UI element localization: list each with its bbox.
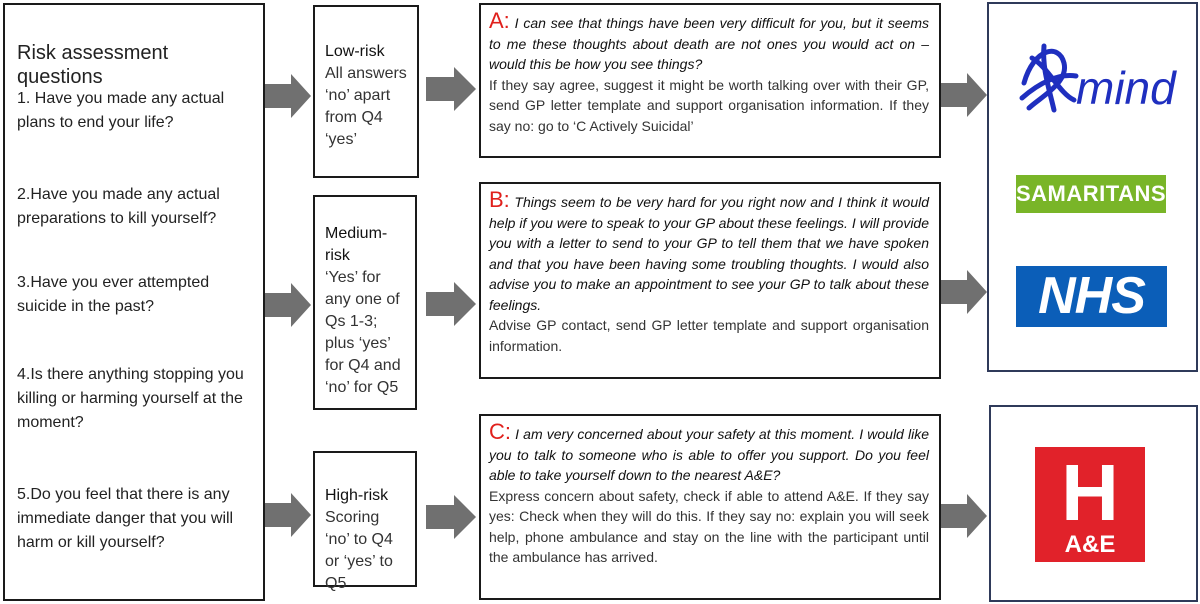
medium-risk-text: ‘Yes’ for any one of Qs 1-3; plus ‘yes’ for Q4 and ‘no’ for Q5 [325, 269, 401, 396]
response-a-box [479, 3, 941, 158]
response-b-info: Advise GP contact, send GP letter template and support organisation information. [489, 317, 929, 354]
response-c-info: Express concern about safety, check if able to attend A&E. If they say yes: Check when they will do this. If they say no: explain you will seek help, phone ambulance and stay on the line with the participant until the ambulance has arrived. [489, 487, 929, 565]
arrow-response-b-to-organisations [939, 268, 989, 316]
question-1: 1. Have you made any actual plans to end your life? [17, 90, 225, 131]
response-b-box [479, 182, 941, 379]
response-c-quote: I am very concerned about your safety at this moment. I would like you to talk to someone who is able to offer you support. Do you feel able to take yourself down to the nearest A&E? [489, 426, 929, 483]
response-b-letter: B: [489, 187, 510, 212]
arrow-response-a-to-organisations [939, 71, 989, 119]
medium-risk-heading: Medium-risk [325, 225, 388, 264]
mind-logo-text: mind [1076, 62, 1176, 114]
response-a-letter: A: [489, 8, 510, 33]
high-risk-text: Scoring ‘no’ to Q4 or ‘yes’ to Q5 [325, 509, 393, 592]
question-4: 4.Is there anything stopping you killing or harming yourself at the moment? [17, 366, 244, 431]
arrow-questions-to-high [263, 491, 313, 539]
high-risk-heading: High-risk [325, 487, 389, 504]
ae-logo [1035, 447, 1145, 562]
low-risk-heading: Low-risk [325, 43, 385, 60]
question-5: 5.Do you feel that there is any immediate danger that you will harm or kill yourself? [17, 486, 234, 551]
arrow-questions-to-low [263, 72, 313, 120]
question-3: 3.Have you ever attempted suicide in the past? [17, 274, 210, 315]
low-risk-box [313, 5, 419, 178]
questions-title: Risk assessment questions [17, 42, 169, 88]
risk-questions-box [3, 3, 265, 601]
response-c-box [479, 414, 941, 600]
arrow-low-to-response-a [424, 65, 478, 113]
samaritans-logo: SAMARITANS [1016, 175, 1166, 213]
mind-swirl-icon [1014, 38, 1184, 118]
arrow-questions-to-medium [263, 281, 313, 329]
high-risk-box [313, 451, 417, 592]
arrow-response-c-to-emergency [939, 492, 989, 540]
response-c-letter: C: [489, 419, 511, 444]
ae-logo-text: A&E [1064, 531, 1116, 558]
mind-logo [1014, 38, 1184, 118]
response-a-quote: I can see that things have been very difficult for you, but it seems to me these thoughts about death are not ones you would act on – would this be how you see things? [489, 15, 929, 72]
question-2: 2.Have you made any actual preparations to kill yourself? [17, 186, 220, 227]
medium-risk-box [313, 195, 417, 410]
response-a-info: If they say agree, suggest it might be worth talking over with their GP, send GP letter template and support organisation information. If they say no: go to ‘C Actively Suicidal’ [489, 76, 929, 134]
arrow-high-to-response-c [424, 493, 478, 541]
response-b-quote: Things seem to be very hard for you right now and I think it would help if you were to speak to your GP about these feelings. I will provide you with a letter to send to your GP to tell them that we have spoken and that you have been having some troubling thoughts. I would also advise you to make an appointment to see your GP to talk about these feelings. [489, 194, 930, 313]
arrow-medium-to-response-b [424, 280, 478, 328]
hospital-h-icon: H [1061, 448, 1119, 537]
nhs-logo: NHS [1016, 266, 1167, 327]
low-risk-text: All answers ‘no’ apart from Q4 ‘yes’ [325, 65, 407, 148]
